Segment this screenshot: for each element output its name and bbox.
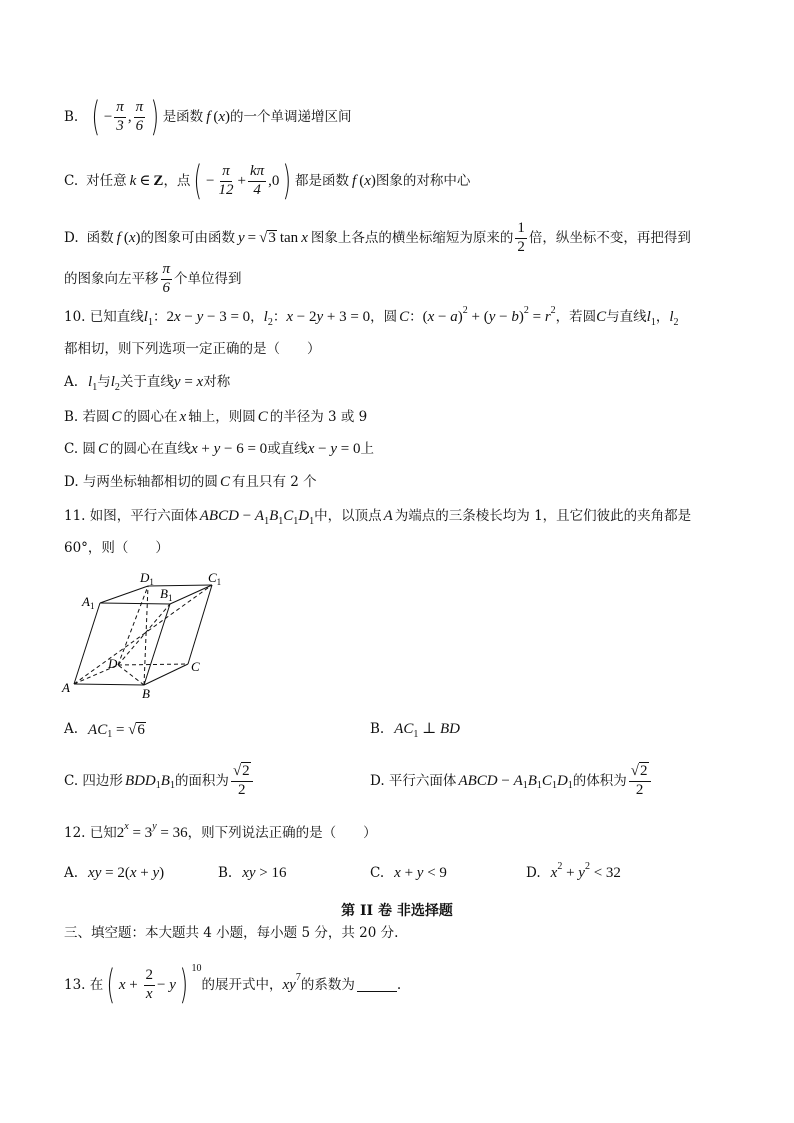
q11-option-c: C. 四边形 BDD 1 B 1 的面积为 $\frac{√2}{2}$	[64, 764, 255, 799]
edge-AB	[74, 684, 144, 685]
parallelepiped-figure	[60, 568, 230, 700]
q13-stem: 13. 在 ( x + $\frac{2}{x}$ − y ) 10 的展开式中， xy 7 的系数为 .	[64, 962, 402, 1009]
option-label: B.	[64, 108, 79, 125]
label-C1: $C_1$	[208, 570, 222, 587]
q10-stem: 10. 已知直线 l 1 ： 2 x − y − 3 = 0 ， l 2 ： x − 2 y + 3 = 0 ，圆 C ： ( x − a ) 2 + ( y − b ) 2 = r 2 ，若圆 C 与直线 l 1 ， l 2	[64, 304, 679, 328]
q9-option-c: C. 对任意 k ∈ Z ，点 ( − $\frac{\pi}{12}$ + $\frac{k\pi}{4}$ ,0 ) 都是函数 f ( x ) 图象的对称中心	[64, 158, 471, 205]
q11-option-d: D. 平行六面体 ABCD − A 1 B 1 C 1 D 1 的体积为 $\frac{√2}{2}$	[370, 764, 653, 799]
label-D: D	[108, 656, 118, 671]
edge-BB1	[144, 604, 170, 685]
label-B1: $B_1$	[160, 586, 173, 603]
q12-option-b: B. xy > 16	[218, 864, 287, 881]
q12-stem: 12. 已知 2 x = 3 y = 36 ，则下列说法正确的是（ ）	[64, 820, 377, 841]
q11-stem: 11. 如图，平行六面体 ABCD − A 1 B 1 C 1 D 1 中，以顶点 A 为端点的三条棱长均为 1，且它们彼此的夹角都是	[64, 507, 692, 527]
q11-stem-line2: 60°，则（ ）	[64, 540, 169, 556]
label-A: A	[62, 680, 70, 695]
q12-option-a: A. xy = 2( x + y )	[64, 864, 165, 881]
edge-AA1	[74, 603, 100, 684]
option-label: D.	[64, 229, 79, 246]
q10-option-a: A. l 1 与 l 2 关于直线 y = x 对称	[64, 373, 231, 393]
q9-option-d-line2: 的图象向左平移 $\frac{\pi}{6}$ 个单位得到	[64, 261, 242, 296]
diag-BD1	[144, 586, 148, 685]
q12-option-d: D. x 2 + y 2 < 32	[526, 860, 621, 881]
q10-stem-line2: 都相切，则下列选项一定正确的是（ ）	[64, 341, 321, 357]
q9-option-b: B. ( − $\frac{\pi}{3}$ , $\frac{\pi}{6}$ ) 是函数 f ( x ) 的一个单调递增区间	[64, 94, 352, 141]
option-label: C.	[64, 172, 79, 189]
edge-DC	[118, 664, 188, 665]
section-title: 第 II 卷 非选择题	[341, 903, 453, 919]
q10-option-c: C. 圆 C 的圆心在直线 x + y − 6 = 0 或直线 x − y = 0 上	[64, 440, 374, 457]
diag-BD	[118, 665, 144, 685]
edge-BC	[144, 664, 188, 685]
label-D1: $D_1$	[140, 570, 154, 587]
q11-option-a: A. AC 1 = √ 6	[64, 721, 145, 740]
diag-DB1	[118, 604, 170, 665]
answer-blank[interactable]	[357, 979, 397, 992]
edge-D1C1	[148, 585, 212, 586]
q10-option-d: D. 与两坐标轴都相切的圆 C 有且只有 2 个	[64, 473, 317, 490]
edge-CC1	[188, 585, 212, 664]
q9-option-d: D. 函数 f ( x ) 的图象可由函数 y = √ 3 tan x 图象上各点的横坐标缩短为原来的 $\frac{1}{2}$ 倍，纵坐标不变，再把得到	[64, 220, 691, 255]
edge-A1D1	[100, 586, 148, 603]
label-A1: $A_1$	[82, 594, 95, 611]
q12-option-c: C. x + y < 9	[370, 864, 447, 881]
edge-B1C1	[170, 585, 212, 604]
label-B: B	[142, 686, 150, 700]
q11-option-b: B. AC 1 ⊥ BD	[370, 720, 460, 740]
edge-DD1	[118, 586, 148, 665]
section-part3: 三、填空题：本大题共 4 小题，每小题 5 分，共 20 分.	[64, 925, 399, 941]
edge-A1B1	[100, 603, 170, 604]
label-C: C	[191, 659, 200, 674]
q10-option-b: B. 若圆 C 的圆心在 x 轴上，则圆 C 的半径为 3 或 9	[64, 408, 368, 425]
